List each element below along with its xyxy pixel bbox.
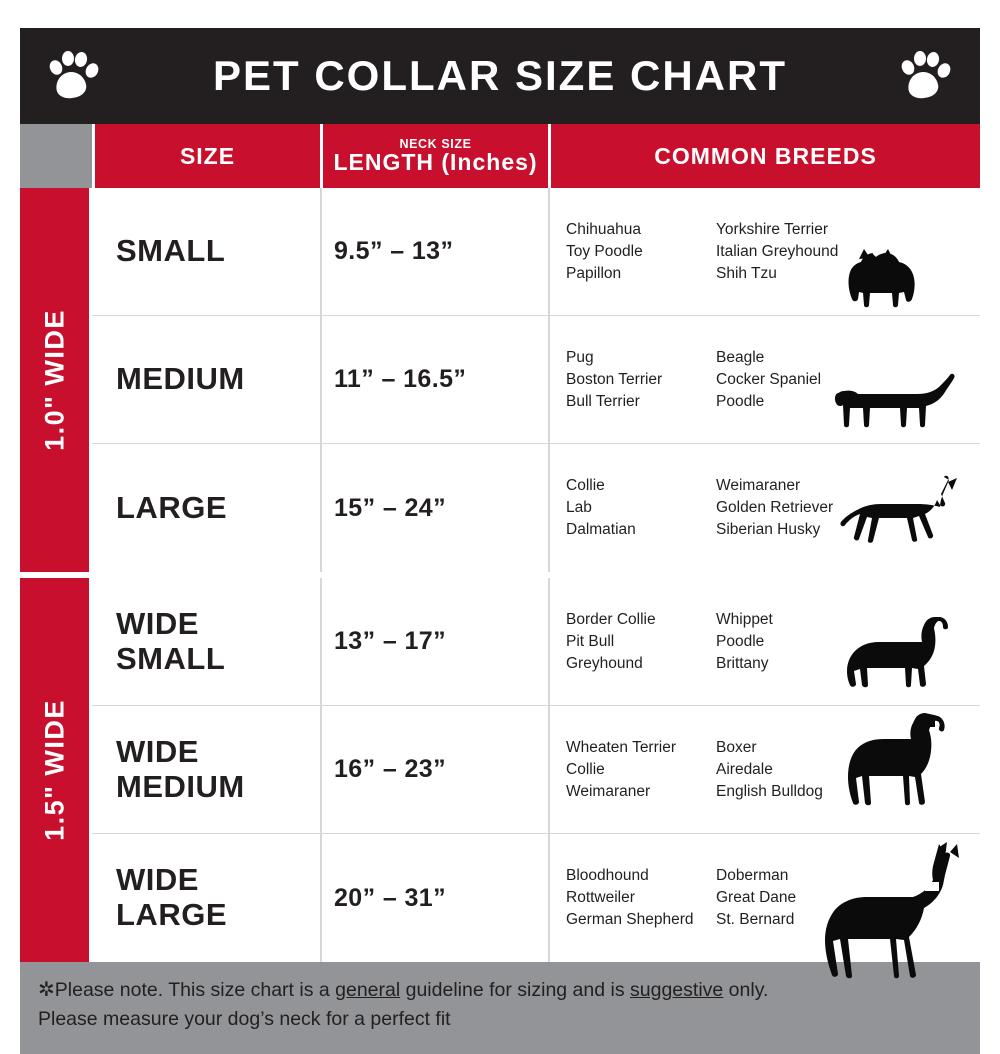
group-label-wide-text: 1.5" WIDE xyxy=(39,699,69,841)
cell-length: 13” – 17” xyxy=(334,627,447,655)
asterisk-icon: ✲ xyxy=(38,979,55,1001)
breed-item: Pit Bull xyxy=(566,632,615,650)
breeds-column-1 xyxy=(566,865,716,931)
breeds-column-1 xyxy=(566,219,716,285)
table-row xyxy=(92,834,980,962)
breed-item: Pug xyxy=(566,348,594,366)
footer-line-1-c: only. xyxy=(723,979,769,1001)
table-row xyxy=(92,188,980,316)
cell-length: 16” – 23” xyxy=(334,755,447,783)
cell-length: 15” – 24” xyxy=(334,493,447,522)
cell-size-line1: WIDE xyxy=(116,733,199,769)
breeds-column-1 xyxy=(566,609,716,675)
breed-item: Brittany xyxy=(716,654,769,672)
breed-item: Greyhound xyxy=(566,654,643,672)
size-group-standard xyxy=(20,188,980,572)
table-row xyxy=(92,444,980,572)
footer-line-1 xyxy=(38,976,960,1005)
footer-line-2: Please measure your dog’s neck for a perfect fit xyxy=(38,1008,451,1030)
cell-size-line1: WIDE xyxy=(116,862,199,898)
breed-item: Cocker Spaniel xyxy=(716,370,822,388)
breeds-column-1 xyxy=(566,347,716,413)
breed-item: Collie xyxy=(566,477,605,494)
breeds-column-2 xyxy=(716,219,876,285)
breed-item: Yorkshire Terrier xyxy=(716,220,828,238)
breed-item: Doberman xyxy=(716,867,789,884)
breed-item: Siberian Husky xyxy=(716,521,821,538)
cell-size xyxy=(92,706,320,833)
column-header-length-label: LENGTH (Inches) xyxy=(333,149,538,176)
breed-item: Weimaraner xyxy=(566,782,651,800)
cell-size xyxy=(92,834,320,962)
paw-print-icon xyxy=(900,50,952,104)
footer-line-1-a: Please note. This size chart is a xyxy=(54,979,336,1001)
breed-item: Whippet xyxy=(716,610,773,628)
header-corner-cell xyxy=(20,124,95,188)
breed-item: Beagle xyxy=(716,348,765,366)
breed-item: Great Dane xyxy=(716,889,797,906)
cell-breeds xyxy=(548,188,980,315)
breeds-column-2 xyxy=(716,475,876,541)
breed-item: Collie xyxy=(566,760,605,778)
group-rows-wide xyxy=(92,578,980,962)
breed-item: Bull Terrier xyxy=(566,392,640,410)
cell-size-line2: LARGE xyxy=(116,897,227,932)
breeds-column-2 xyxy=(716,865,876,931)
breed-item: Boxer xyxy=(716,738,757,756)
cell-size-line2: SMALL xyxy=(116,640,226,676)
column-header-length xyxy=(323,124,551,188)
group-rows-standard xyxy=(92,188,980,572)
breed-item: Italian Greyhound xyxy=(716,242,839,260)
breed-item: Bloodhound xyxy=(566,867,649,884)
table-header-row xyxy=(20,124,980,188)
footer-underline-suggestive: suggestive xyxy=(630,979,724,1001)
footer-line-1-b: guideline for sizing and is xyxy=(400,979,631,1001)
chart-title-bar xyxy=(20,28,980,124)
breed-item: Shih Tzu xyxy=(716,264,777,282)
breed-item: Papillon xyxy=(566,264,622,282)
breed-item: English Bulldog xyxy=(716,782,823,800)
breed-item: Airedale xyxy=(716,760,773,778)
breeds-column-1 xyxy=(566,475,716,541)
cell-size: MEDIUM xyxy=(116,361,245,397)
table-body xyxy=(20,188,980,962)
group-label-standard xyxy=(20,188,92,572)
cell-size: SMALL xyxy=(116,233,226,269)
breeds-column-1 xyxy=(566,737,716,803)
breed-item: Poodle xyxy=(716,632,765,650)
breed-item: Lab xyxy=(566,499,592,516)
cell-size-line1: WIDE xyxy=(116,605,199,641)
group-label-wide xyxy=(20,578,92,962)
column-header-size-label: SIZE xyxy=(179,142,236,169)
column-header-breeds xyxy=(551,124,980,188)
cell-breeds xyxy=(548,444,980,572)
cell-size xyxy=(92,578,320,705)
breed-item: Weimaraner xyxy=(716,477,801,494)
footer-note xyxy=(20,962,980,1054)
breed-item: Dalmatian xyxy=(566,521,636,538)
breed-item: German Shepherd xyxy=(566,911,694,928)
breed-item: Wheaten Terrier xyxy=(566,738,676,756)
cell-size-line2: MEDIUM xyxy=(116,768,245,804)
breed-item: Toy Poodle xyxy=(566,242,643,260)
cell-breeds xyxy=(548,706,980,833)
breed-item: St. Bernard xyxy=(716,911,795,928)
breed-item: Poodle xyxy=(716,392,765,410)
breed-item: Rottweiler xyxy=(566,889,635,906)
group-label-standard-text: 1.0" WIDE xyxy=(39,309,69,451)
page-title: PET COLLAR SIZE CHART xyxy=(213,52,787,99)
cell-breeds xyxy=(548,578,980,705)
breed-item: Border Collie xyxy=(566,610,656,628)
cell-length: 11” – 16.5” xyxy=(334,365,467,393)
table-row xyxy=(92,578,980,706)
breeds-column-2 xyxy=(716,347,876,413)
breed-item: Chihuahua xyxy=(566,220,641,238)
column-header-breeds-label: COMMON BREEDS xyxy=(654,142,877,169)
breeds-column-2 xyxy=(716,609,876,675)
breed-item: Boston Terrier xyxy=(566,370,663,388)
table-row xyxy=(92,316,980,444)
cell-size: LARGE xyxy=(116,489,227,525)
cell-breeds xyxy=(548,316,980,443)
column-header-length-sup: NECK SIZE xyxy=(399,136,472,151)
cell-breeds xyxy=(548,834,980,962)
breeds-column-2 xyxy=(716,737,876,803)
size-group-wide xyxy=(20,572,980,962)
column-header-size xyxy=(95,124,323,188)
footer-underline-general: general xyxy=(335,979,401,1001)
cell-length: 9.5” – 13” xyxy=(334,237,454,265)
cell-length: 20” – 31” xyxy=(334,883,447,912)
pet-collar-size-chart xyxy=(20,28,980,1030)
breed-item: Golden Retriever xyxy=(716,499,834,516)
table-row xyxy=(92,706,980,834)
paw-print-icon xyxy=(48,50,100,104)
